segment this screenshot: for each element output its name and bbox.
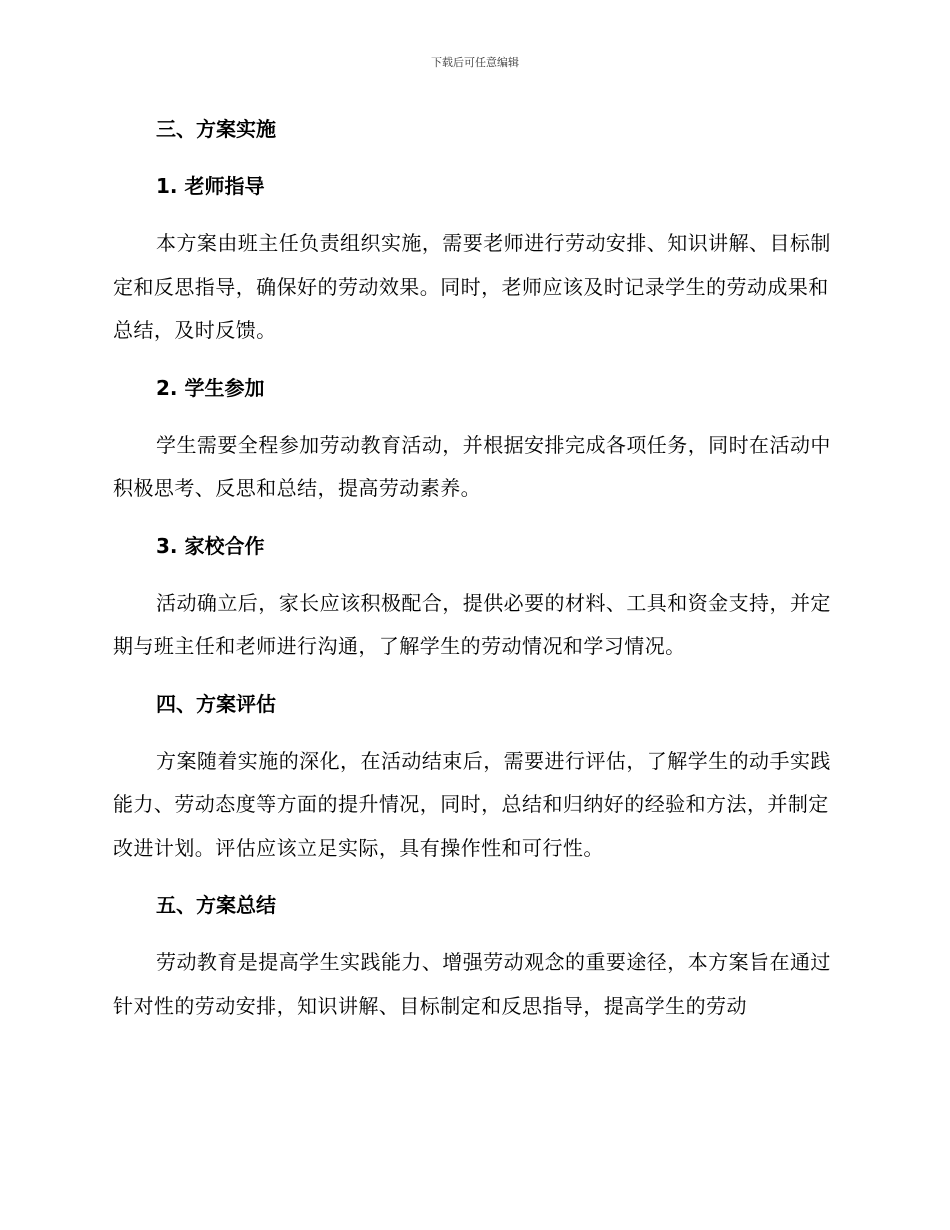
section-heading-evaluation: 四、方案评估 (156, 691, 276, 716)
paragraph-evaluation: 方案随着实施的深化，在活动结束后，需要进行评估，了解学生的动手实践能力、劳动态度等方面的提升情况，同时，总结和归纳好的经验和方法，并制定改进计划。评估应该立足实际，具有操作性和可行性。 (113, 748, 831, 860)
subheading-teacher-guidance: 1. 老师指导 (156, 174, 265, 198)
paragraph-student-participation: 学生需要全程参加劳动教育活动，并根据安排完成各项任务，同时在活动中积极思考、反思和总结，提高劳动素养。 (113, 432, 831, 500)
page-header-note: 下载后可任意编辑 (431, 56, 519, 69)
section-heading-summary: 五、方案总结 (156, 893, 276, 917)
document-body (113, 108, 837, 1028)
paragraph-teacher-guidance: 本方案由班主任负责组织实施，需要老师进行劳动安排、知识讲解、目标制定和反思指导，确保好的劳动效果。同时，老师应该及时记录学生的劳动成果和总结，及时反馈。 (113, 231, 831, 342)
section-heading-implementation: 三、方案实施 (156, 117, 276, 141)
paragraph-summary: 劳动教育是提高学生实践能力、增强劳动观念的重要途径，本方案旨在通过针对性的劳动安排，知识讲解、目标制定和反思指导，提高学生的劳动 (113, 950, 831, 1018)
subheading-student-participation: 2. 学生参加 (156, 375, 265, 400)
paragraph-home-school-cooperation: 活动确立后，家长应该积极配合，提供必要的材料、工具和资金支持，并定期与班主任和老师进行沟通，了解学生的劳动情况和学习情况。 (113, 590, 831, 658)
subheading-home-school-cooperation: 3. 家校合作 (156, 533, 265, 558)
